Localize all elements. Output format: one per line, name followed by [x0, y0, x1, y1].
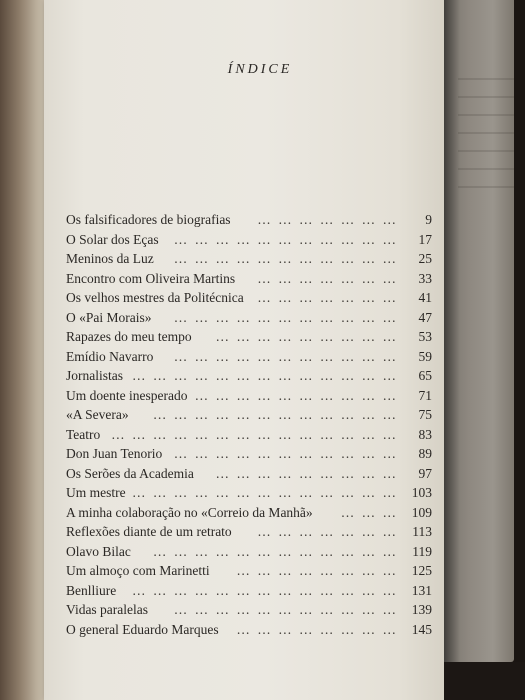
toc-entry — [66, 249, 432, 269]
toc-entry-title: Vidas paralelas — [66, 602, 149, 617]
toc-entry — [66, 425, 432, 445]
table-of-contents — [66, 210, 432, 639]
toc-entry — [66, 347, 432, 367]
toc-entry-title: Rapazes do meu tempo — [66, 329, 192, 344]
toc-entry-page-number: 75 — [418, 407, 432, 422]
toc-entry-page-number: 89 — [418, 446, 432, 461]
toc-entry-title: Um almoço com Marinetti — [66, 563, 210, 578]
toc-entry-leader-dots: … … … … … … … — [257, 290, 398, 305]
toc-entry — [66, 522, 432, 542]
toc-entry-page-number: 9 — [425, 212, 432, 227]
toc-entry — [66, 444, 432, 464]
toc-entry-page-number: 109 — [411, 504, 432, 520]
toc-entry-page-number: 97 — [418, 465, 432, 481]
toc-entry-title: «A Severa» — [66, 407, 129, 422]
toc-entry — [66, 327, 432, 347]
toc-entry-title: Um doente inesperado — [66, 387, 188, 403]
toc-entry — [66, 600, 432, 620]
toc-entry — [66, 542, 432, 562]
toc-entry — [66, 405, 432, 425]
toc-entry-page-number: 53 — [418, 329, 432, 344]
toc-entry-title: O general Eduardo Marques — [66, 621, 219, 637]
toc-entry-page-number: 47 — [418, 309, 432, 325]
toc-entry-leader-dots: … … … … … … … — [257, 270, 398, 286]
toc-entry-page-number: 139 — [411, 602, 432, 617]
toc-entry — [66, 366, 432, 386]
toc-entry-leader-dots: … … … … … … … … … … … … … … — [111, 426, 398, 442]
toc-entry — [66, 503, 432, 523]
toc-entry-page-number: 25 — [418, 251, 432, 266]
toc-entry-page-number: 83 — [418, 426, 432, 442]
index-heading: ÍNDICE — [227, 62, 293, 77]
toc-entry-title: Os Serões da Academia — [66, 465, 194, 481]
toc-entry-title: A minha colaboração no «Correio da Manhã» — [66, 504, 313, 520]
toc-entry-page-number: 59 — [418, 348, 432, 364]
toc-entry-title: Os velhos mestres da Politécnica — [66, 290, 244, 305]
toc-entry-leader-dots: … … … … … … … — [257, 212, 398, 227]
toc-entry-page-number: 33 — [418, 270, 432, 286]
toc-entry-leader-dots: … … … … … … … … … … … … — [152, 543, 398, 559]
toc-entry-leader-dots: … … … … … … … … … — [215, 329, 398, 344]
toc-entry-leader-dots: … … … … … … … … … … … … — [152, 407, 398, 422]
toc-entry-leader-dots: … … … … … … … — [257, 524, 398, 539]
toc-entry-leader-dots: … … … … … … … … — [236, 563, 398, 578]
toc-entry-page-number: 103 — [411, 485, 432, 500]
background-table — [444, 662, 525, 700]
toc-entry-title: Emídio Navarro — [66, 348, 154, 364]
book-spine-edge — [0, 0, 48, 700]
facing-page-faint-text — [458, 78, 514, 204]
toc-entry-title: Don Juan Tenorio — [66, 446, 163, 461]
toc-entry-leader-dots: … … … … … … … … … … … — [173, 251, 398, 266]
toc-entry-page-number: 71 — [418, 387, 432, 403]
toc-entry-leader-dots: … … … … … … … … … … — [194, 387, 398, 403]
toc-entry-page-number: 17 — [418, 231, 432, 247]
toc-entry-leader-dots: … … … … … … … … … — [215, 465, 398, 481]
toc-entry-page-number: 65 — [418, 368, 432, 383]
toc-entry-page-number: 41 — [418, 290, 432, 305]
toc-entry-title: Encontro com Oliveira Martins — [66, 270, 236, 286]
toc-entry-leader-dots: … … … — [340, 504, 398, 520]
toc-entry — [66, 210, 432, 230]
toc-entry-leader-dots: … … … … … … … … … … … … … — [132, 485, 398, 500]
toc-entry — [66, 561, 432, 581]
toc-entry — [66, 308, 432, 328]
toc-entry-leader-dots: … … … … … … … … — [236, 621, 398, 637]
toc-entry-page-number: 125 — [411, 563, 432, 578]
toc-entry — [66, 581, 432, 601]
toc-entry-title: Olavo Bilac — [66, 543, 131, 559]
toc-entry-title: Reflexões diante de um retrato — [66, 524, 232, 539]
toc-entry-title: Benlliure — [66, 582, 117, 598]
toc-entry-page-number: 131 — [411, 582, 432, 598]
toc-entry-leader-dots: … … … … … … … … … … … — [173, 446, 398, 461]
toc-entry-title: Um mestre — [66, 485, 126, 500]
toc-entry-title: Os falsificadores de biografias — [66, 212, 231, 227]
toc-entry-title: O Solar dos Eças — [66, 231, 159, 247]
toc-entry-leader-dots: … … … … … … … … … … … — [173, 602, 398, 617]
toc-entry — [66, 386, 432, 406]
toc-entry-page-number: 119 — [412, 543, 432, 559]
toc-entry-title: Meninos da Luz — [66, 251, 154, 266]
toc-entry — [66, 269, 432, 289]
toc-entry-leader-dots: … … … … … … … … … … … … … — [132, 582, 398, 598]
toc-entry — [66, 483, 432, 503]
toc-entry-title: Jornalistas — [66, 368, 123, 383]
toc-entry-leader-dots: … … … … … … … … … … … — [173, 309, 398, 325]
toc-entry-leader-dots: … … … … … … … … … … … … … — [132, 368, 398, 383]
toc-entry-leader-dots: … … … … … … … … … … … — [173, 231, 398, 247]
toc-entry — [66, 288, 432, 308]
toc-entry — [66, 230, 432, 250]
toc-entry-title: O «Pai Morais» — [66, 309, 152, 325]
toc-entry-title: Teatro — [66, 426, 101, 442]
toc-entry — [66, 464, 432, 484]
toc-entry-page-number: 113 — [412, 524, 432, 539]
toc-entry — [66, 620, 432, 640]
toc-entry-leader-dots: … … … … … … … … … … … — [173, 348, 398, 364]
toc-entry-page-number: 145 — [411, 621, 432, 637]
